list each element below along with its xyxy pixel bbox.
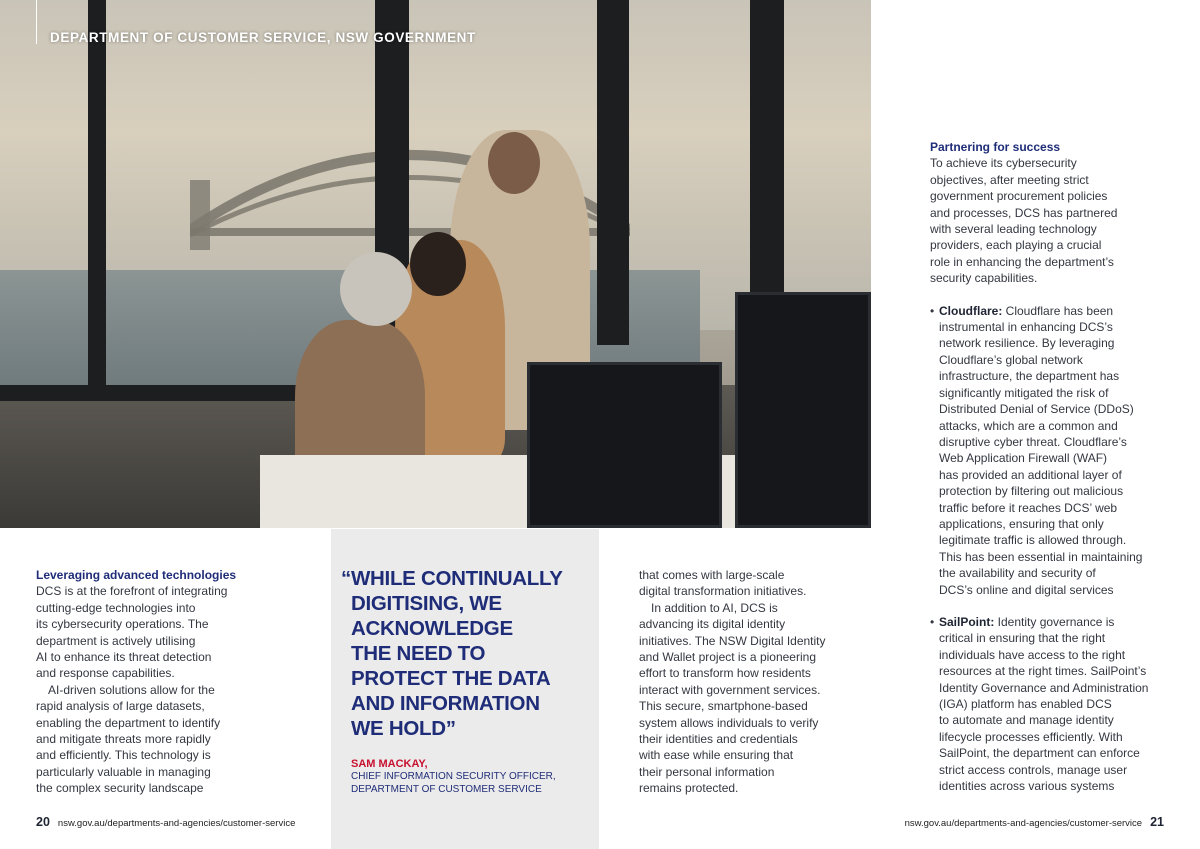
left-column	[36, 567, 306, 797]
body-line: traffic before it reaches DCS’ web	[939, 500, 1118, 515]
body-line: strict access controls, manage user	[939, 762, 1128, 777]
body-line: significantly mitigated the risk of	[939, 385, 1109, 400]
footer-right	[905, 815, 1164, 829]
body-line: has provided an additional layer of	[939, 467, 1122, 482]
body-line: and efficiently. This technology is	[36, 748, 211, 763]
body-line: AI-driven solutions allow for the	[48, 682, 215, 697]
body-line: This has been essential in maintaining	[939, 549, 1143, 564]
bullet-cloudflare	[930, 303, 1150, 598]
body-line: the availability and security of	[939, 566, 1096, 581]
body-line: rapid analysis of large datasets,	[36, 699, 205, 714]
window-frame	[750, 0, 784, 320]
body-line: Web Application Firewall (WAF)	[939, 451, 1108, 466]
section-heading: Leveraging advanced technologies	[36, 568, 237, 582]
body-line: government procurement policies	[930, 189, 1108, 204]
role-line: CHIEF INFORMATION SECURITY OFFICER,	[351, 771, 556, 782]
body-line: DCS is at the forefront of integrating	[36, 584, 228, 599]
body-line: advancing its digital identity	[639, 617, 786, 632]
quote-line-text: WHILE CONTINUALLY	[351, 567, 563, 590]
page-number-right: 21	[1150, 815, 1164, 829]
body-line: lifecycle processes efficiently. With	[939, 729, 1123, 744]
body-line: Identity Governance and Administration	[939, 680, 1149, 695]
bullet-dot: •	[930, 614, 935, 629]
window-frame	[88, 0, 106, 400]
body-line: DCS’s online and digital services	[939, 582, 1114, 597]
bullet-first-line: Identity governance is	[994, 614, 1115, 629]
body-line: digital transformation initiatives.	[639, 584, 807, 599]
body-line: objectives, after meeting strict	[930, 172, 1089, 187]
quote-line: DIGITISING, WE	[351, 592, 502, 615]
body-line: the complex security landscape	[36, 781, 204, 796]
body-line: effort to transform how residents	[639, 666, 811, 681]
body-line: Distributed Denial of Service (DDoS)	[939, 402, 1134, 417]
body-line: disruptive cyber threat. Cloudflare’s	[939, 434, 1127, 449]
body-line: resources at the right times. SailPoint’s	[939, 664, 1147, 679]
body-line: In addition to AI, DCS is	[651, 600, 778, 615]
quote-line: WE HOLD”	[351, 717, 456, 740]
body-line: infrastructure, the department has	[939, 369, 1120, 384]
body-line: role in enhancing the department’s	[930, 254, 1114, 269]
open-quote-mark: “	[341, 567, 351, 590]
body-line: enabling the department to identify	[36, 715, 221, 730]
body-line: its cybersecurity operations. The	[36, 617, 209, 632]
body-line: security capabilities.	[930, 271, 1038, 286]
bullet-dot: •	[930, 303, 935, 318]
window-frame	[597, 0, 629, 345]
body-line: This secure, smartphone-based	[639, 699, 808, 714]
body-line: their personal information	[639, 764, 775, 779]
bullet-first-line: Cloudflare has been	[1002, 303, 1114, 318]
monitor-graphic	[527, 362, 722, 528]
section-heading: Partnering for success	[930, 140, 1061, 154]
bullet-label: SailPoint:	[939, 614, 995, 629]
quote-author-role	[351, 771, 556, 796]
body-line: that comes with large-scale	[639, 568, 785, 582]
body-line: providers, each playing a crucial	[930, 238, 1102, 253]
person-seated-left-head	[340, 252, 412, 326]
bullet-label: Cloudflare:	[939, 303, 1003, 318]
body-line: network resilience. By leveraging	[939, 336, 1115, 351]
header-rule	[36, 0, 37, 44]
body-line: interact with government services.	[639, 682, 821, 697]
footer-url-right[interactable]: nsw.gov.au/departments-and-agencies/customer-service	[904, 818, 1143, 829]
body-line: particularly valuable in managing	[36, 764, 211, 779]
person-standing-head	[488, 132, 540, 194]
quote-line: THE NEED TO	[351, 642, 486, 665]
body-line: with ease while ensuring that	[639, 748, 794, 763]
body-line: individuals have access to the right	[939, 647, 1126, 662]
page-number-left: 20	[36, 815, 50, 829]
quote-line: ACKNOWLEDGE	[351, 617, 513, 640]
body-line: Cloudflare’s global network	[939, 352, 1083, 367]
quote-line: PROTECT THE DATA	[351, 667, 551, 690]
monitor-graphic	[735, 292, 871, 528]
body-line: initiatives. The NSW Digital Identity	[639, 633, 826, 648]
body-line: identities across various systems	[939, 779, 1115, 794]
quote-line: AND INFORMATION	[351, 692, 540, 715]
middle-column	[639, 567, 854, 797]
quote-line-1	[341, 566, 591, 591]
footer-url-left[interactable]: nsw.gov.au/departments-and-agencies/customer-service	[57, 818, 296, 829]
body-line: and response capabilities.	[36, 666, 175, 681]
department-title: DEPARTMENT OF CUSTOMER SERVICE, NSW GOVERNMENT	[50, 30, 476, 45]
body-line: cutting-edge technologies into	[36, 600, 196, 615]
body-line: with several leading technology	[930, 222, 1097, 237]
role-line: DEPARTMENT OF CUSTOMER SERVICE	[351, 783, 542, 795]
body-line: protection by filtering out malicious	[939, 484, 1124, 499]
bullet-sailpoint	[930, 614, 1150, 794]
right-column	[930, 139, 1150, 794]
body-line: and processes, DCS has partnered	[930, 205, 1118, 220]
office-photo	[0, 0, 871, 528]
body-line: attacks, which are a common and	[939, 418, 1118, 433]
body-line: department is actively utilising	[36, 633, 196, 648]
body-line: AI to enhance its threat detection	[36, 650, 212, 665]
body-line: and mitigate threats more rapidly	[36, 732, 211, 747]
body-line: and Wallet project is a pioneering	[639, 650, 816, 665]
body-line: system allows individuals to verify	[639, 715, 819, 730]
pull-quote	[341, 566, 591, 741]
body-line: legitimate traffic is allowed through.	[939, 533, 1127, 548]
body-line: (IGA) platform has enabled DCS	[939, 697, 1112, 711]
person-seated-middle-head	[410, 232, 466, 296]
body-line: SailPoint, the department can enforce	[939, 746, 1140, 761]
body-line: instrumental in enhancing DCS’s	[939, 320, 1113, 335]
footer-left	[36, 815, 295, 829]
quote-author-name: SAM MACKAY,	[351, 758, 428, 770]
body-line: applications, ensuring that only	[939, 516, 1104, 531]
body-line: remains protected.	[639, 781, 739, 796]
body-line: critical in ensuring that the right	[939, 631, 1106, 646]
body-line: To achieve its cybersecurity	[930, 156, 1077, 171]
body-line: to automate and manage identity	[939, 713, 1114, 728]
body-line: their identities and credentials	[639, 732, 798, 747]
